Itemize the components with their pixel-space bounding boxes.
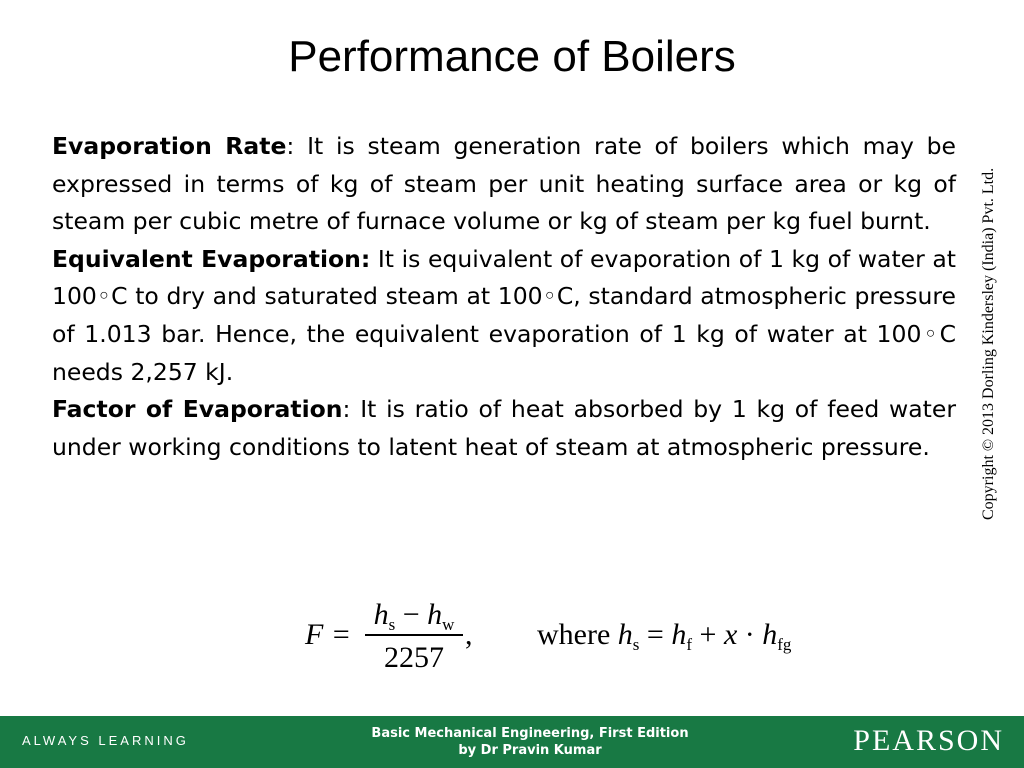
book-title: Basic Mechanical Engineering, First Edition bbox=[371, 726, 689, 741]
definition-evaporation-rate: It is steam generation rate of boilers which may be expressed in terms of kg of steam per unit heating surface area or kg of steam per cubic metre of furnace volume or kg of steam per kg fuel burnt. bbox=[52, 132, 956, 236]
formula-lhs: F = bbox=[305, 618, 352, 651]
slide-title: Performance of Boilers bbox=[288, 32, 736, 81]
footer-tagline: ALWAYS LEARNING bbox=[22, 733, 189, 748]
paragraph-factor-of-evaporation bbox=[52, 391, 956, 466]
paragraph-evaporation-rate bbox=[52, 128, 956, 241]
footer-bar bbox=[0, 716, 1024, 768]
definition-equivalent-evaporation: It is equivalent of evaporation of 1 kg of water at 100◦C to dry and saturated steam at 100◦C, standard atmospheric pressure of 1.013 bar. Hence, the equivalent evaporation of 1 kg of water at 100◦C needs 2,257 kJ. bbox=[52, 244, 956, 386]
formula-comma: , bbox=[465, 618, 473, 651]
paragraph-equivalent-evaporation bbox=[52, 241, 956, 391]
formula-fraction bbox=[365, 596, 463, 678]
book-author: by Dr Pravin Kumar bbox=[458, 743, 602, 758]
term-equivalent-evaporation: Equivalent Evaporation: bbox=[52, 244, 371, 273]
pearson-logo: PEARSON bbox=[853, 724, 1004, 757]
fraction-numerator: $h_s - h_w$ bbox=[365, 596, 463, 636]
term-separator: : bbox=[286, 132, 295, 160]
term-factor-of-evaporation: Factor of Evaporation bbox=[52, 395, 343, 424]
footer-book-info bbox=[330, 725, 730, 759]
term-separator: : bbox=[342, 395, 351, 424]
formula-where-clause: where $h_s = h_f + x \cdot h_{fg}$ bbox=[537, 618, 792, 654]
copyright-notice: Copyright © 2013 Dorling Kindersley (India) Pvt. Ltd. bbox=[980, 167, 997, 520]
term-evaporation-rate: Evaporation Rate bbox=[52, 132, 287, 160]
definition-factor-of-evaporation: It is ratio of heat absorbed by 1 kg of feed water under working conditions to latent heat of steam at atmospheric pressure. bbox=[52, 395, 956, 461]
slide-body bbox=[52, 128, 956, 466]
fraction-denominator: 2257 bbox=[384, 641, 444, 674]
formula-factor-of-evaporation bbox=[305, 596, 805, 680]
